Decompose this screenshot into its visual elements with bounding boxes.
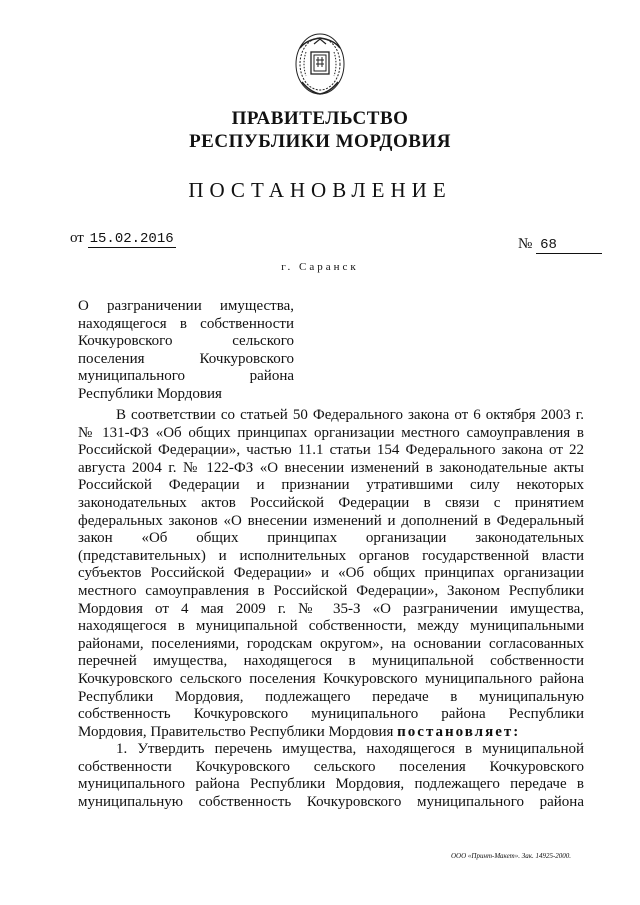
body-line: собственность Кочкуровского муниципального района Республики bbox=[78, 706, 584, 723]
body-line: районами, поселениями, городскам округом», на основании согласованных bbox=[78, 635, 584, 652]
item-line: собственности Кочкуровского сельского поселения Кочкуровского bbox=[78, 758, 584, 775]
item-line: муниципального района Республики Мордовия, подлежащего передаче в bbox=[78, 776, 584, 793]
body-line: № 131-ФЗ «Об общих принципах организации местного самоуправления в bbox=[78, 424, 584, 441]
body-line: августа 2004 г. № 122-ФЗ «О внесении изменений в законодательные акты bbox=[78, 459, 584, 476]
item-line: 1. Утвердить перечень имущества, находящегося в муниципальной bbox=[116, 741, 584, 758]
number-value: 68 bbox=[536, 237, 602, 254]
body-line: Кочкуровского сельского поселения Кочкуровского муниципального района bbox=[78, 670, 584, 687]
decree-line bbox=[78, 724, 584, 742]
subject-line: О разграничении имущества, bbox=[78, 298, 294, 314]
body-line: закон «Об общих принципах организации законодательных bbox=[78, 530, 584, 547]
document-city: г. Саранск bbox=[281, 261, 359, 273]
coat-of-arms-emblem bbox=[292, 30, 348, 98]
subject-line: Республики Мордовия bbox=[78, 385, 222, 402]
subject-line: поселения Кочкуровского bbox=[78, 350, 294, 367]
print-mark: ООО «Принт-Макет». Зак. 14925-2000. bbox=[451, 852, 572, 860]
organization-name-line1: ПРАВИТЕЛЬСТВО bbox=[231, 108, 409, 129]
document-number bbox=[518, 236, 602, 254]
document-type: ПОСТАНОВЛЕНИЕ bbox=[188, 178, 452, 202]
body-line: местного самоуправления в Российской Федерации», Законом Республики bbox=[78, 582, 584, 599]
document-subject bbox=[78, 298, 294, 403]
body-line: (представительных) и исполнительных органов государственной власти bbox=[78, 547, 584, 564]
subject-line: муниципального района bbox=[78, 368, 294, 384]
subject-line: Кочкуровского сельского bbox=[78, 333, 294, 349]
number-prefix: № bbox=[518, 236, 533, 252]
body-line: субъектов Российской Федерации» и «Об общих принципах организации bbox=[78, 565, 584, 582]
body-line: Республики Мордовия, подлежащего передаче в муниципальную bbox=[78, 688, 584, 705]
body-line: Мордовия от 4 мая 2009 г. № 35-З «О разграничении имущества, bbox=[78, 600, 584, 617]
date-prefix: от bbox=[70, 230, 84, 246]
body-line: законодательных актов Российской Федерации в связи с принятием bbox=[78, 494, 584, 511]
document-body bbox=[78, 407, 584, 812]
decree-line-prefix: Мордовия, Правительство Республики Мордовия bbox=[78, 723, 398, 740]
decree-word: постановляет: bbox=[397, 723, 521, 740]
item-line: муниципальную собственность Кочкуровского муниципального района bbox=[78, 794, 584, 811]
body-line: Российской Федерации», частью 11.1 статьи 154 Федерального закона от 22 bbox=[78, 442, 584, 459]
body-line: Российской Федерации и признании утратившими силу некоторых bbox=[78, 477, 584, 494]
body-line: В соответствии со статьей 50 Федерального закона от 6 октября 2003 г. bbox=[116, 407, 584, 423]
subject-line: находящегося в собственности bbox=[78, 315, 294, 332]
body-line: находящегося в муниципальной собственности, между муниципальными bbox=[78, 618, 584, 635]
date-value: 15.02.2016 bbox=[89, 231, 174, 247]
body-line: перечней имущества, находящегося в муниципальной собственности bbox=[78, 653, 584, 670]
organization-name-line2: РЕСПУБЛИКИ МОРДОВИЯ bbox=[189, 131, 451, 152]
body-line: федеральных законов «О внесении изменений и дополнений в Федеральный bbox=[78, 512, 584, 529]
document-date bbox=[70, 230, 176, 248]
